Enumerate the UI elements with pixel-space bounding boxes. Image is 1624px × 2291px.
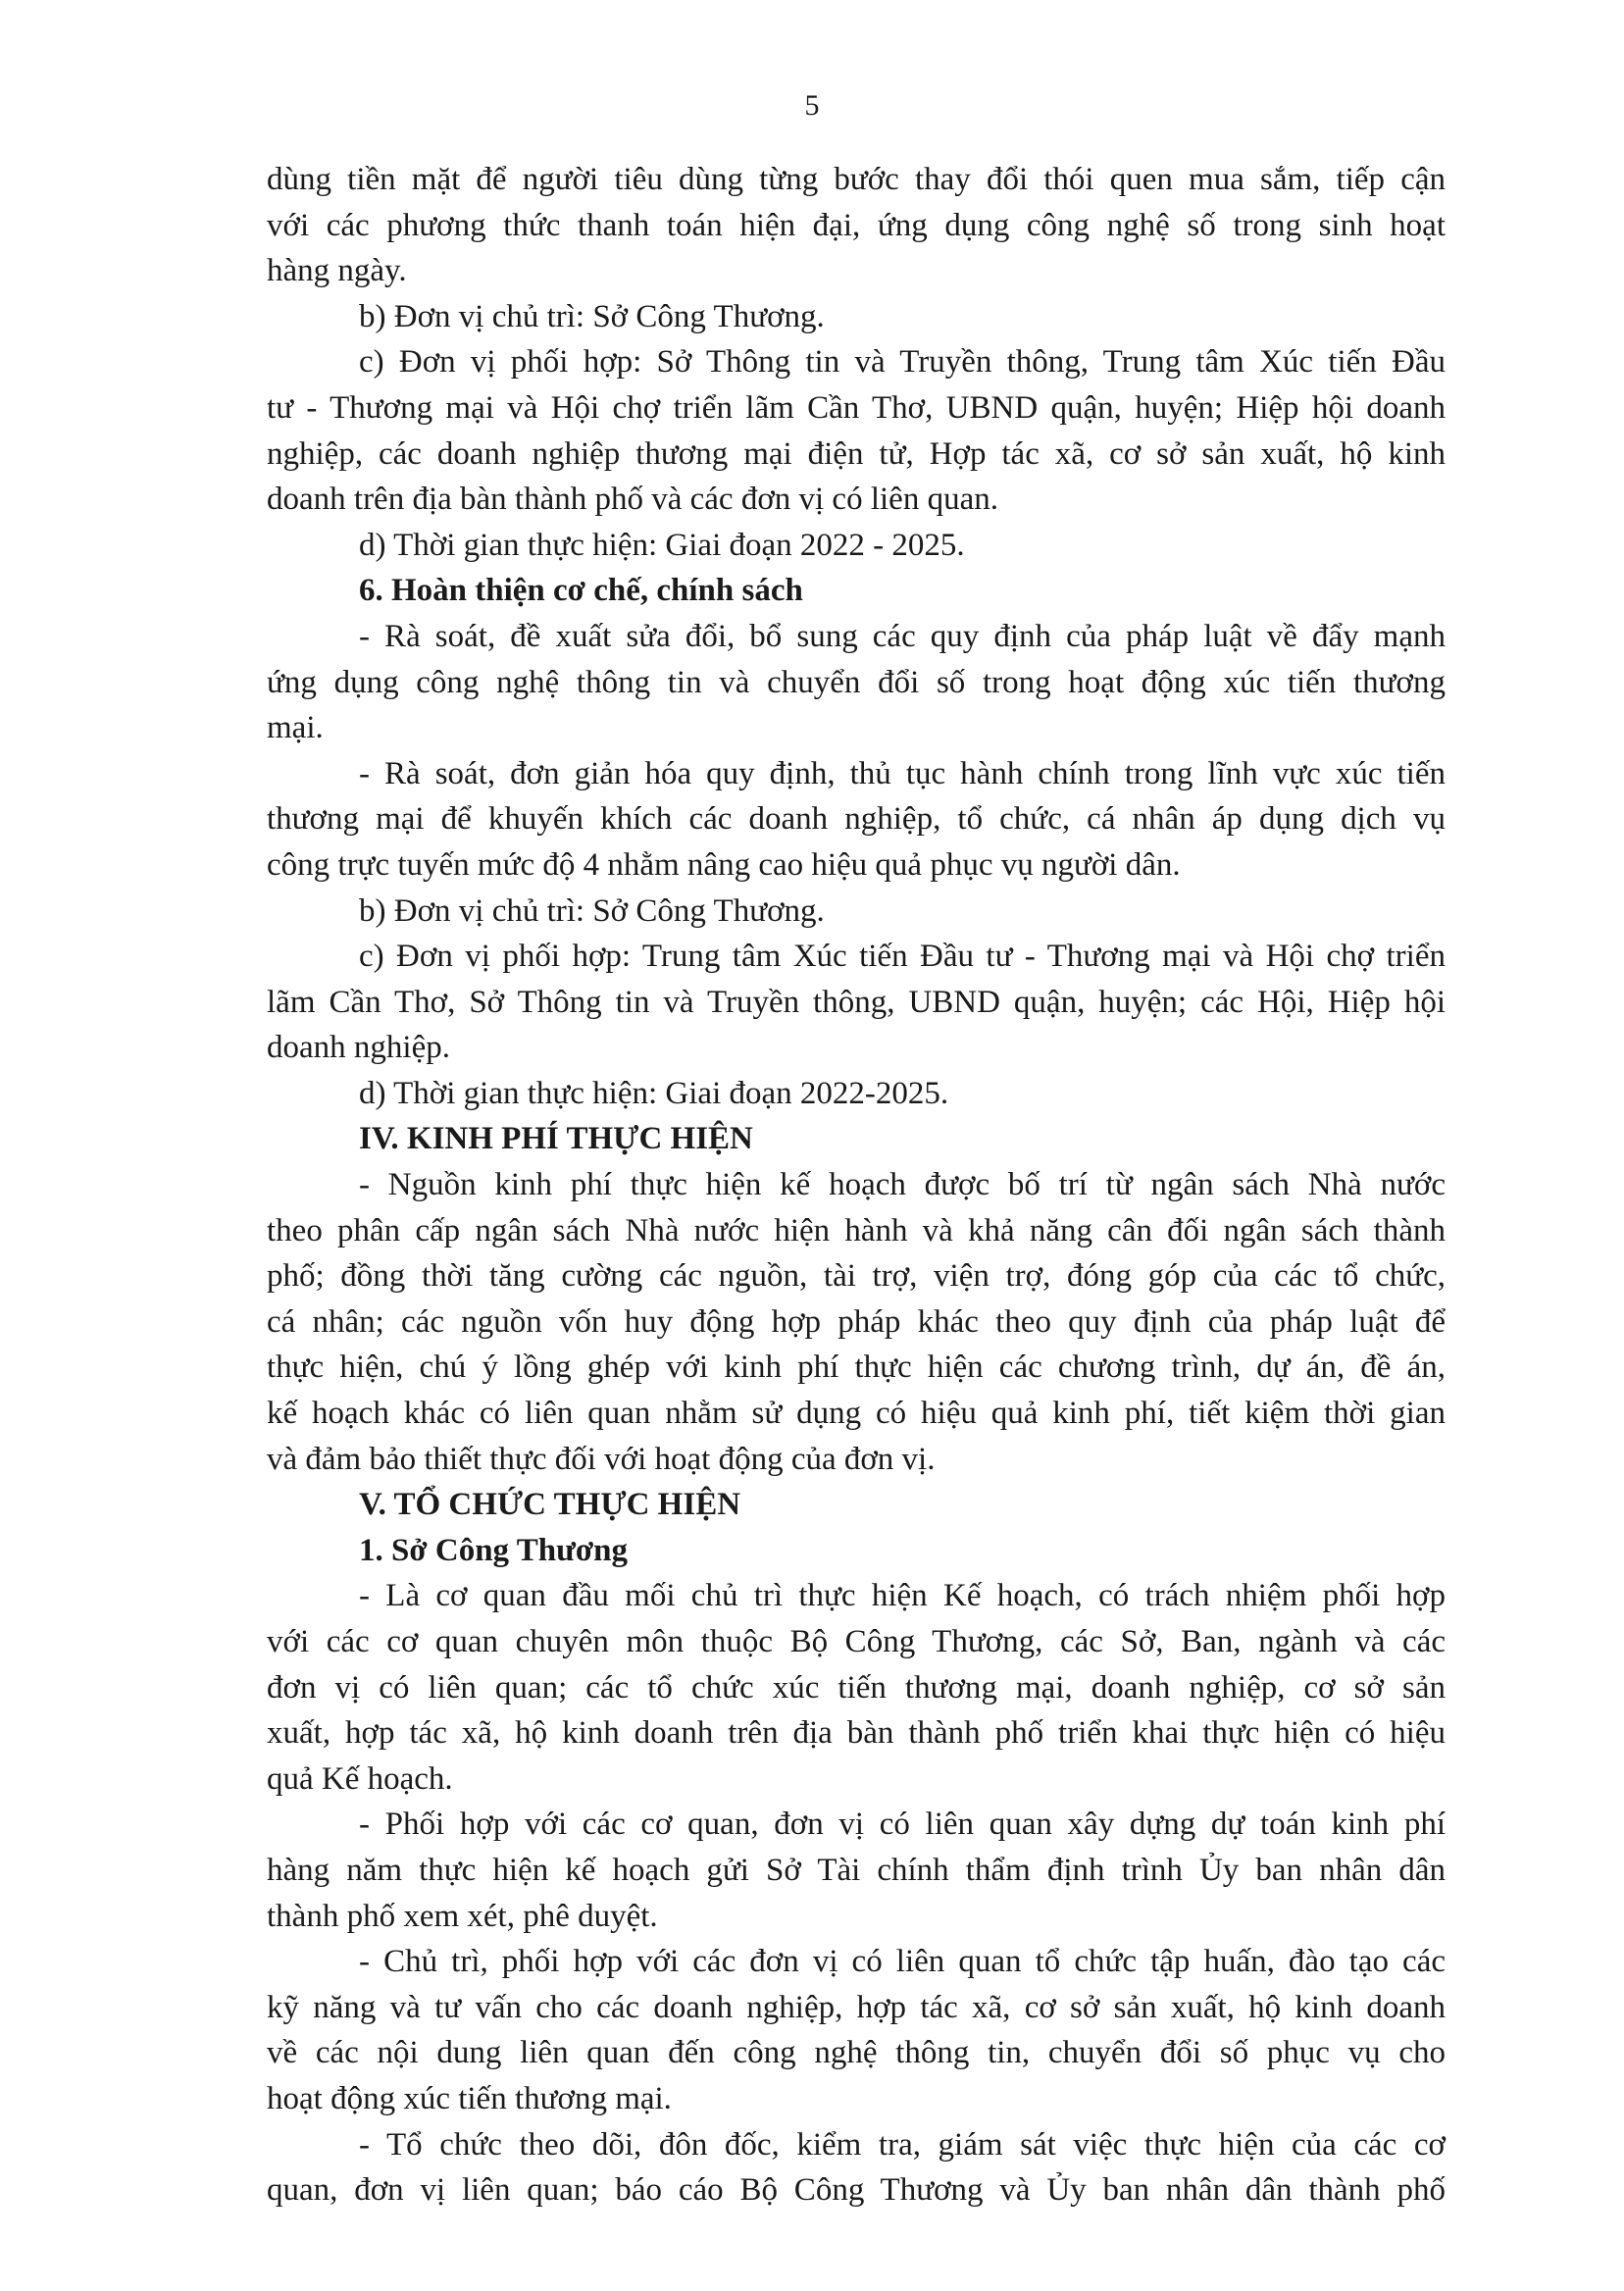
text-line: nghiệp, các doanh nghiệp thương mại điện tử, Hợp tác xã, cơ sở sản xuất, hộ kinh [267, 435, 1446, 472]
text-line: quan, đơn vị liên quan; báo cáo Bộ Công Thương và Ủy ban nhân dân thành phố [267, 2172, 1446, 2209]
text-line: thương mại để khuyến khích các doanh nghiệp, tổ chức, cá nhân áp dụng dịch vụ [267, 801, 1446, 838]
text-line: và đảm bảo thiết thực đối với hoạt động của đơn vị. [267, 1441, 936, 1477]
paragraph [267, 1162, 1446, 1482]
section-heading [267, 1528, 1446, 1574]
text-line: đơn vị có liên quan; các tổ chức xúc tiến thương mại, doanh nghiệp, cơ sở sản [267, 1669, 1446, 1706]
paragraph [267, 751, 1446, 889]
text-line: dùng tiền mặt để người tiêu dùng từng bước thay đổi thói quen mua sắm, tiếp cận [267, 162, 1446, 197]
text-line: về các nội dung liên quan đến công nghệ thông tin, chuyển đổi số phục vụ cho [267, 2035, 1446, 2071]
text-line: 1. Sở Công Thương [359, 1532, 629, 1568]
text-line: c) Đơn vị phối hợp: Trung tâm Xúc tiến Đầu tư - Thương mại và Hội chợ triển [359, 939, 1446, 975]
text-line: - Là cơ quan đầu mối chủ trì thực hiện Kế hoạch, có trách nhiệm phối hợp [359, 1578, 1446, 1614]
text-line: b) Đơn vị chủ trì: Sở Công Thương. [359, 298, 825, 334]
text-line: IV. KINH PHÍ THỰC HIỆN [359, 1121, 753, 1157]
paragraph [267, 2122, 1446, 2214]
page-number: 5 [804, 89, 820, 122]
section-heading [267, 1482, 1446, 1528]
text-line: - Nguồn kinh phí thực hiện kế hoạch được bố trí từ ngân sách Nhà nước [359, 1167, 1446, 1203]
text-line: - Chủ trì, phối hợp với các đơn vị có liên quan tổ chức tập huấn, đào tạo các [359, 1944, 1446, 1980]
text-line: 6. Hoàn thiện cơ chế, chính sách [359, 573, 803, 609]
paragraph [267, 339, 1446, 522]
paragraph [267, 1071, 1446, 1117]
text-line: hàng năm thực hiện kế hoạch gửi Sở Tài chính thẩm định trình Ủy ban nhân dân [267, 1852, 1446, 1888]
text-line: mại. [267, 710, 324, 746]
paragraph [267, 889, 1446, 935]
text-line: xuất, hợp tác xã, hộ kinh doanh trên địa bàn thành phố triển khai thực hiện có hiệu [267, 1715, 1446, 1752]
paragraph [267, 523, 1446, 569]
text-line: thực hiện, chú ý lồng ghép với kinh phí thực hiện các chương trình, dự án, đề án, [267, 1349, 1446, 1386]
document-body [267, 157, 1446, 2214]
text-line: lãm Cần Thơ, Sở Thông tin và Truyền thông, UBND quận, huyện; các Hội, Hiệp hội [267, 984, 1446, 1020]
text-line: thành phố xem xét, phê duyệt. [267, 1898, 658, 1934]
text-line: - Phối hợp với các cơ quan, đơn vị có liên quan xây dựng dự toán kinh phí [359, 1807, 1446, 1843]
text-line: cá nhân; các nguồn vốn huy động hợp pháp khác theo quy định của pháp luật để [267, 1303, 1446, 1340]
paragraph [267, 1573, 1446, 1802]
text-line: với các phương thức thanh toán hiện đại, ứng dụng công nghệ số trong sinh hoạt [267, 207, 1446, 243]
text-line: quả Kế hoạch. [267, 1760, 453, 1797]
paragraph [267, 1939, 1446, 2121]
paragraph [267, 294, 1446, 340]
text-line: ứng dụng công nghệ thông tin và chuyển đổi số trong hoạt động xúc tiến thương [267, 664, 1446, 700]
text-line: - Rà soát, đề xuất sửa đổi, bổ sung các quy định của pháp luật về đẩy mạnh [359, 618, 1446, 654]
paragraph [267, 157, 1446, 294]
paragraph [267, 1802, 1446, 1939]
text-line: công trực tuyến mức độ 4 nhằm nâng cao hiệu quả phục vụ người dân. [267, 846, 1181, 883]
text-line: kỹ năng và tư vấn cho các doanh nghiệp, hợp tác xã, cơ sở sản xuất, hộ kinh doanh [267, 1989, 1446, 2025]
section-heading [267, 1116, 1446, 1162]
text-line: tư - Thương mại và Hội chợ triển lãm Cần Thơ, UBND quận, huyện; Hiệp hội doanh [267, 389, 1446, 426]
text-line: doanh trên địa bàn thành phố và các đơn vị có liên quan. [267, 482, 998, 518]
text-line: d) Thời gian thực hiện: Giai đoạn 2022 - 2025. [359, 527, 965, 563]
text-line: b) Đơn vị chủ trì: Sở Công Thương. [359, 892, 825, 929]
text-line: c) Đơn vị phối hợp: Sở Thông tin và Truyền thông, Trung tâm Xúc tiến Đầu [359, 344, 1446, 381]
text-line: - Tổ chức theo dõi, đôn đốc, kiểm tra, giám sát việc thực hiện của các cơ [359, 2126, 1446, 2163]
text-line: hàng ngày. [267, 253, 407, 289]
text-line: doanh nghiệp. [267, 1030, 450, 1066]
text-line: hoạt động xúc tiến thương mại. [267, 2080, 672, 2116]
text-line: với các cơ quan chuyên môn thuộc Bộ Công Thương, các Sở, Ban, ngành và các [267, 1624, 1446, 1659]
text-line: phố; đồng thời tăng cường các nguồn, tài trợ, viện trợ, đóng góp của các tổ chức, [267, 1258, 1446, 1295]
text-line: kế hoạch khác có liên quan nhằm sử dụng có hiệu quả kinh phí, tiết kiệm thời gian [267, 1396, 1446, 1432]
paragraph [267, 614, 1446, 751]
paragraph [267, 934, 1446, 1071]
text-line: theo phân cấp ngân sách Nhà nước hiện hành và khả năng cân đối ngân sách thành [267, 1212, 1446, 1248]
text-line: d) Thời gian thực hiện: Giai đoạn 2022-2025. [359, 1075, 949, 1111]
text-line: V. TỔ CHỨC THỰC HIỆN [359, 1487, 741, 1523]
section-heading [267, 568, 1446, 614]
text-line: - Rà soát, đơn giản hóa quy định, thủ tục hành chính trong lĩnh vực xúc tiến [359, 755, 1446, 791]
